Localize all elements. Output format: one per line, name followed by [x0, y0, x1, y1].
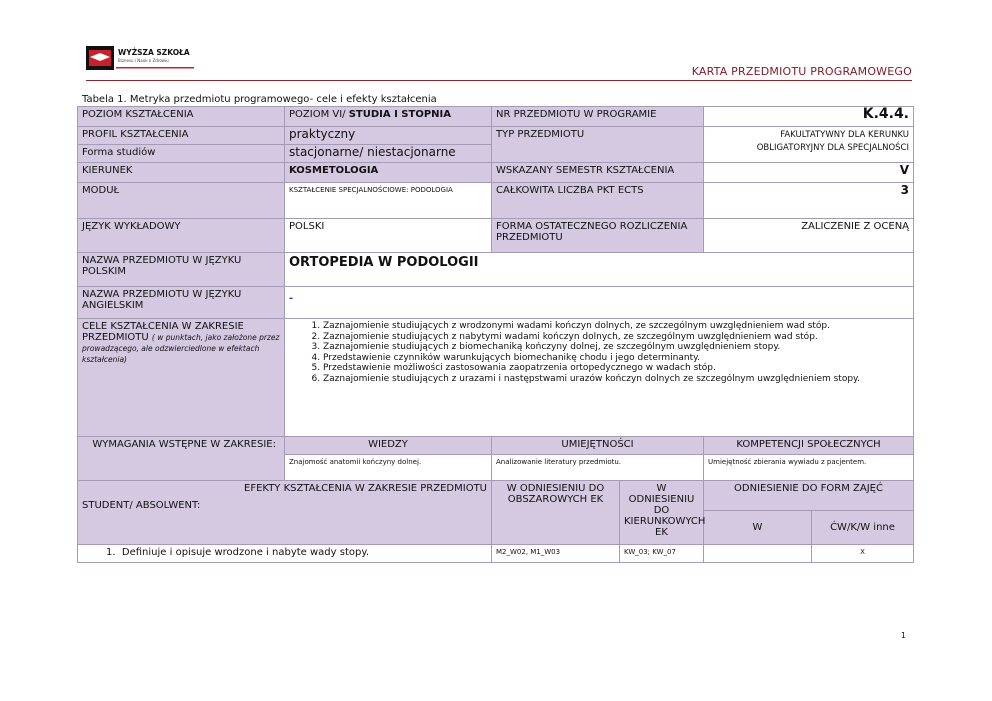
obszar-header: W ODNIESIENIU DO OBSZAROWYCH EK — [492, 481, 620, 545]
modul-label: MODUŁ — [78, 183, 285, 219]
forma-value: stacjonarne/ niestacjonarne — [285, 145, 492, 163]
nr-value: K.4.4. — [704, 107, 914, 127]
typ-value: FAKULTATYWNY DLA KERUNKU OBLIGATORYJNY DLA SPECJALNOŚCI — [704, 127, 914, 163]
effect-1-cw: X — [812, 545, 914, 563]
course-metric-table — [77, 106, 914, 563]
efekty-label: EFEKTY KSZTAŁCENIA W ZAKRESIE PRZEDMIOTU — [244, 483, 487, 494]
poziom-label: POZIOM KSZTAŁCENIA — [78, 107, 285, 127]
document-title: KARTA PRZEDMIOTU PROGRAMOWEGO — [691, 65, 912, 78]
kompetencji-header: KOMPETENCJI SPOŁECZNYCH — [704, 437, 914, 455]
umiejetnosci-value: Analizowanie literatury przedmiotu. — [492, 455, 704, 481]
w-header: W — [704, 511, 812, 545]
cele-label: CELE KSZTAŁCENIA W ZAKRESIE PRZEDMIOTU — [82, 321, 244, 343]
cele-item: 6. Zaznajomienie studiujących z urazami i następstwami urazów kończyn dolnych ze szczególnym uwzględnieniem stopy. — [323, 374, 909, 385]
effect-1-number: 1. — [106, 547, 122, 558]
forma-rozliczenia-value: ZALICZENIE Z OCENĄ — [704, 219, 914, 253]
nr-label: NR PRZEDMIOTU W PROGRAMIE — [492, 107, 704, 127]
cw-header: ĆW/K/W inne — [812, 511, 914, 545]
cele-list — [289, 321, 909, 384]
kierunkowe-header: W ODNIESIENIU DO KIERUNKOWYCH EK — [620, 481, 704, 545]
semestr-label: WSKAZANY SEMESTR KSZTAŁCENIA — [492, 163, 704, 183]
efekty-header-cell — [78, 481, 492, 545]
profil-value: praktyczny — [285, 127, 492, 145]
nazwa-pl-label: NAZWA PRZEDMIOTU W JĘZYKU POLSKIM — [78, 253, 285, 287]
effect-1-obszar: M2_W02, M1_W03 — [492, 545, 620, 563]
ects-value: 3 — [704, 183, 914, 219]
poziom-value: POZIOM VI/ STUDIA I STOPNIA — [285, 107, 492, 127]
umiejetnosci-header: UMIEJĘTNOŚCI — [492, 437, 704, 455]
jezyk-value: POLSKI — [285, 219, 492, 253]
profil-label: PROFIL KSZTAŁCENIA — [78, 127, 285, 145]
typ-label: TYP PRZEDMIOTU — [492, 127, 704, 163]
cele-list-cell — [285, 319, 914, 437]
wymagania-label: WYMAGANIA WSTĘPNE W ZAKRESIE: — [78, 437, 285, 481]
page-number: 1 — [900, 631, 906, 640]
kierunek-label: KIERUNEK — [78, 163, 285, 183]
logo-subtitle: Biznesu i Nauk o Zdrowiu — [118, 58, 169, 63]
logo-title: WYŻSZA SZKOŁA — [118, 48, 190, 57]
forma-label: Forma studiów — [78, 145, 285, 163]
effect-1-kierunkowe: KW_03; KW_07 — [620, 545, 704, 563]
cele-item: 2. Zaznajomienie studiujących z nabytymi wadami kończyn dolnych, ze szczególnym uwzględnieniem wad stóp. — [323, 332, 909, 343]
cele-note: ( w punktach, jako założone przez prowadzącego, ale odzwierciedlone w efektach kształcenia) — [82, 333, 280, 364]
cele-label-cell — [78, 319, 285, 437]
nazwa-en-label: NAZWA PRZEDMIOTU W JĘZYKU ANGIELSKIM — [78, 287, 285, 319]
cele-item: 3. Zaznajomienie studiujących z biomechaniką kończyny dolnej, ze szczególnym uwzględnieniem stopy. — [323, 342, 909, 353]
cele-item: 4. Przedstawienie czynników warunkujących biomechanikę chodu i jego determinanty. — [323, 353, 909, 364]
modul-value: KSZTAŁCENIE SPECJALNOŚCIOWE: PODOLOGIA — [285, 183, 492, 219]
table-caption: Tabela 1. Metryka przedmiotu programowego- cele i efekty kształcenia — [82, 94, 437, 105]
jezyk-label: JĘZYK WYKŁADOWY — [78, 219, 285, 253]
kompetencji-value: Umiejętność zbierania wywiadu z pacjentem. — [704, 455, 914, 481]
cele-item: 1. Zaznajomienie studiujących z wrodzonymi wadami kończyn dolnych, ze szczególnym uwzględnieniem wad stóp. — [323, 321, 909, 332]
effect-1-text: 1. Definiuje i opisuje wrodzone i nabyte wady stopy. — [78, 545, 492, 563]
wiedzy-value: Znajomość anatomii kończyny dolnej. — [285, 455, 492, 481]
wiedzy-header: WIEDZY — [285, 437, 492, 455]
header-divider — [86, 80, 912, 81]
form-header: ODNIESIENIE DO FORM ZAJĘĆ — [704, 481, 914, 511]
forma-rozliczenia-label: FORMA OSTATECZNEGO ROZLICZENIA PRZEDMIOTU — [492, 219, 704, 253]
nazwa-en-value: - — [285, 287, 914, 319]
ects-label: CAŁKOWITA LICZBA PKT ECTS — [492, 183, 704, 219]
student-label: STUDENT/ ABSOLWENT: — [82, 500, 201, 511]
kierunek-value: KOSMETOLOGIA — [285, 163, 492, 183]
cele-item: 5. Przedstawienie możliwości zastosowania zaopatrzenia ortopedycznego w wadach stóp. — [323, 363, 909, 374]
semestr-value: V — [704, 163, 914, 183]
nazwa-pl-value: ORTOPEDIA W PODOLOGII — [285, 253, 914, 287]
effect-1-w — [704, 545, 812, 563]
